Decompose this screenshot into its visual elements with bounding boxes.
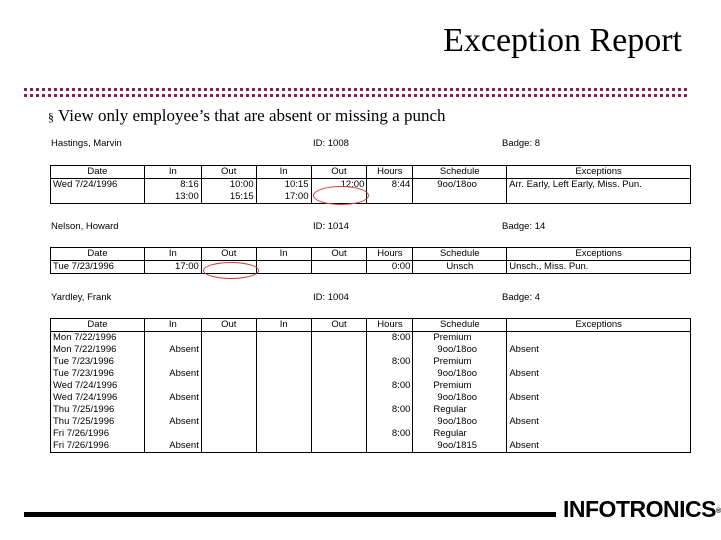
table-row (51, 332, 691, 345)
bullet-point (48, 106, 446, 126)
employee-id: ID: 1004 (313, 292, 349, 303)
cell-date: Wed 7/24/1996 (51, 179, 145, 192)
cell-exceptions (507, 356, 691, 368)
cell-schedule: 9oo/1815 (413, 440, 507, 453)
cell-in (144, 380, 201, 392)
table-row (51, 392, 691, 404)
cell-in (256, 416, 311, 428)
cell-exceptions (507, 380, 691, 392)
cell-in (256, 404, 311, 416)
employee-name: Yardley, Frank (51, 292, 112, 303)
col-in: In (144, 319, 201, 332)
cell-in (256, 440, 311, 453)
cell-out (201, 440, 256, 453)
col-out: Out (311, 248, 367, 261)
cell-schedule: 9oo/18oo (413, 179, 507, 192)
cell-out (201, 392, 256, 404)
cell-out (201, 404, 256, 416)
missing-punch-circle (313, 186, 369, 205)
cell-schedule: 9oo/18oo (413, 392, 507, 404)
cell-out (311, 428, 367, 440)
cell-date: Fri 7/26/1996 (51, 440, 145, 453)
table-row (51, 404, 691, 416)
col-schedule: Schedule (413, 248, 507, 261)
cell-out (201, 356, 256, 368)
cell-out: 10:00 (201, 179, 256, 192)
cell-in (256, 356, 311, 368)
cell-exceptions (507, 428, 691, 440)
punch-table-yardley (50, 318, 691, 453)
punch-table-nelson (50, 247, 691, 274)
cell-hours (367, 344, 413, 356)
table-row (51, 380, 691, 392)
cell-out (311, 380, 367, 392)
cell-in: 10:15 (256, 179, 311, 192)
col-out: Out (311, 319, 367, 332)
col-date: Date (51, 319, 145, 332)
col-out: Out (201, 319, 256, 332)
cell-in: Absent (144, 344, 201, 356)
cell-date: Wed 7/24/1996 (51, 380, 145, 392)
table-header-row (51, 248, 691, 261)
cell-in (256, 380, 311, 392)
cell-in: 13:00 (144, 191, 201, 204)
table-row (51, 344, 691, 356)
employee-name: Hastings, Marvin (51, 138, 122, 149)
footer-bar (24, 512, 556, 517)
cell-in: 8:16 (144, 179, 201, 192)
cell-exceptions (507, 191, 691, 204)
cell-hours (367, 392, 413, 404)
divider-dots-top (24, 88, 690, 91)
cell-out: 15:15 (201, 191, 256, 204)
cell-hours: 8:00 (367, 404, 413, 416)
cell-hours: 8:44 (367, 179, 413, 192)
col-out: Out (201, 248, 256, 261)
punch-table-hastings (50, 165, 691, 204)
cell-date: Mon 7/22/1996 (51, 344, 145, 356)
infotronics-logo: INFOTRONICS® (563, 496, 721, 522)
table-row (51, 428, 691, 440)
employee-badge: Badge: 14 (502, 221, 546, 232)
cell-out (311, 261, 367, 274)
cell-exceptions: Absent (507, 368, 691, 380)
cell-hours (367, 368, 413, 380)
cell-schedule: Premium (413, 332, 507, 345)
col-hours: Hours (367, 319, 413, 332)
cell-schedule (413, 191, 507, 204)
cell-hours: 8:00 (367, 356, 413, 368)
cell-exceptions: Absent (507, 416, 691, 428)
cell-date: Thu 7/25/1996 (51, 404, 145, 416)
employee-name: Nelson, Howard (51, 221, 119, 232)
cell-out (201, 428, 256, 440)
cell-in (144, 332, 201, 345)
cell-date: Wed 7/24/1996 (51, 392, 145, 404)
cell-schedule: Premium (413, 380, 507, 392)
cell-in (256, 428, 311, 440)
col-exceptions: Exceptions (507, 248, 691, 261)
employee-id: ID: 1014 (313, 221, 349, 232)
cell-exceptions: Absent (507, 344, 691, 356)
cell-out (311, 440, 367, 453)
col-out: Out (311, 166, 367, 179)
employee-id: ID: 1008 (313, 138, 349, 149)
cell-date: Tue 7/23/1996 (51, 261, 145, 274)
cell-hours: 8:00 (367, 332, 413, 345)
col-in: In (256, 319, 311, 332)
table-row (51, 179, 691, 192)
cell-hours (367, 440, 413, 453)
table-header-row (51, 166, 691, 179)
cell-in (256, 344, 311, 356)
cell-in: 17:00 (256, 191, 311, 204)
col-exceptions: Exceptions (507, 319, 691, 332)
cell-in: Absent (144, 416, 201, 428)
cell-exceptions (507, 332, 691, 345)
cell-out (311, 404, 367, 416)
cell-out (311, 416, 367, 428)
cell-in (256, 392, 311, 404)
employee-badge: Badge: 4 (502, 292, 541, 303)
cell-hours: 8:00 (367, 380, 413, 392)
cell-out (311, 392, 367, 404)
cell-schedule: Premium (413, 356, 507, 368)
bullet-text: View only employee’s that are absent or missing a punch (58, 106, 446, 125)
cell-exceptions: Arr. Early, Left Early, Miss. Pun. (507, 179, 691, 192)
employee-badge: Badge: 8 (502, 138, 541, 149)
cell-exceptions: Absent (507, 440, 691, 453)
cell-hours: 0:00 (367, 261, 413, 274)
col-in: In (256, 248, 311, 261)
cell-hours (367, 191, 413, 204)
cell-out (201, 332, 256, 345)
cell-out (201, 368, 256, 380)
cell-schedule: 9oo/18oo (413, 416, 507, 428)
cell-in (144, 356, 201, 368)
col-hours: Hours (367, 248, 413, 261)
cell-schedule: 9oo/18oo (413, 368, 507, 380)
cell-exceptions: Unsch., Miss. Pun. (507, 261, 691, 274)
cell-in (256, 368, 311, 380)
cell-out (201, 416, 256, 428)
col-in: In (144, 248, 201, 261)
cell-date (51, 191, 145, 204)
cell-out (201, 380, 256, 392)
divider-dots-bottom (24, 94, 690, 97)
cell-in: 17:00 (144, 261, 201, 274)
cell-in: Absent (144, 392, 201, 404)
cell-hours (367, 416, 413, 428)
missing-punch-circle (203, 262, 259, 279)
col-in: In (256, 166, 311, 179)
cell-date: Tue 7/23/1996 (51, 368, 145, 380)
cell-out (311, 332, 367, 345)
cell-schedule: Regular (413, 428, 507, 440)
col-schedule: Schedule (413, 166, 507, 179)
table-row (51, 356, 691, 368)
cell-out (311, 344, 367, 356)
cell-date: Fri 7/26/1996 (51, 428, 145, 440)
cell-date: Thu 7/25/1996 (51, 416, 145, 428)
cell-in: Absent (144, 440, 201, 453)
cell-in (256, 332, 311, 345)
col-schedule: Schedule (413, 319, 507, 332)
cell-exceptions: Absent (507, 392, 691, 404)
cell-in (144, 428, 201, 440)
cell-hours: 8:00 (367, 428, 413, 440)
cell-in (144, 404, 201, 416)
cell-schedule: Unsch (413, 261, 507, 274)
table-row (51, 440, 691, 453)
bullet-icon: § (48, 110, 54, 124)
table-row (51, 191, 691, 204)
table-row (51, 368, 691, 380)
col-date: Date (51, 166, 145, 179)
cell-date: Tue 7/23/1996 (51, 356, 145, 368)
table-header-row (51, 319, 691, 332)
cell-out (311, 368, 367, 380)
cell-out (201, 344, 256, 356)
col-exceptions: Exceptions (507, 166, 691, 179)
col-in: In (144, 166, 201, 179)
cell-out: 12:00 (311, 179, 367, 192)
cell-date: Mon 7/22/1996 (51, 332, 145, 345)
table-row (51, 416, 691, 428)
cell-exceptions (507, 404, 691, 416)
cell-in (256, 261, 311, 274)
col-date: Date (51, 248, 145, 261)
cell-schedule: Regular (413, 404, 507, 416)
page-title: Exception Report (443, 22, 682, 59)
cell-in: Absent (144, 368, 201, 380)
col-hours: Hours (367, 166, 413, 179)
cell-out (311, 356, 367, 368)
table-row (51, 261, 691, 274)
cell-schedule: 9oo/18oo (413, 344, 507, 356)
col-out: Out (201, 166, 256, 179)
